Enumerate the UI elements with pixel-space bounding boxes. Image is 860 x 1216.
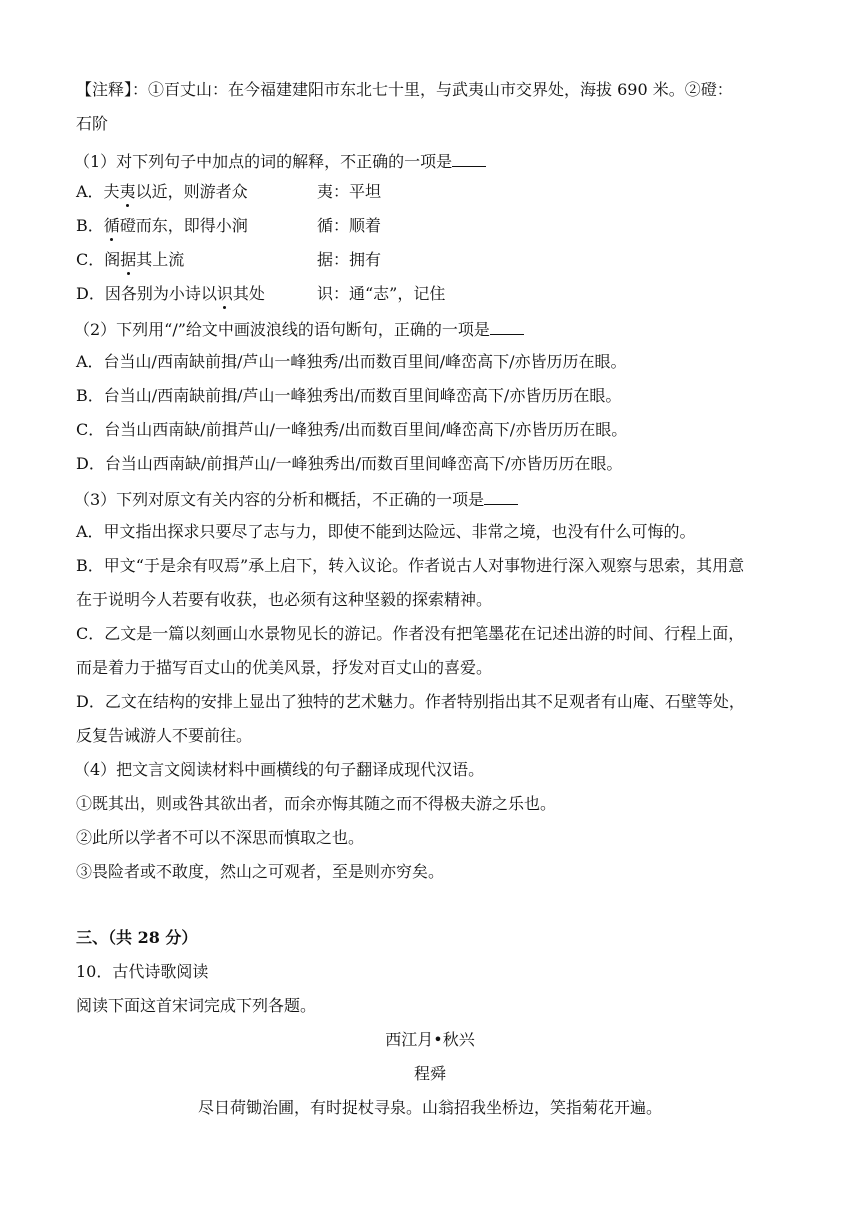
q1-option-b — [76, 216, 382, 236]
dotted-word: 循 — [103, 216, 120, 235]
option-explanation: 据：拥有 — [317, 250, 382, 269]
q3-line-4: C．乙文是一篇以刻画山水景物见长的游记。作者没有把笔墨花在记述出游的时间、行程上面， — [76, 624, 745, 643]
q2-option-a: A．台当山/西南缺前揖/芦山一峰独秀/出而数百里间/峰峦高下/亦皆历历在眼。 — [76, 352, 627, 371]
note-line-2: 石阶 — [76, 114, 109, 133]
q4-prompt: （4）把文言文阅读材料中画横线的句子翻译成现代汉语。 — [74, 760, 485, 779]
q2-prompt-text: （2）下列用“/”给文中画波浪线的语句断句，正确的一项是 — [74, 320, 490, 339]
option-text: A．夫 — [76, 182, 120, 201]
dotted-word: 识 — [216, 284, 233, 303]
q3-prompt — [74, 488, 518, 510]
answer-blank — [484, 488, 518, 505]
q3-line-1: A．甲文指出探求只要尽了志与力，即使不能到达险远、非常之境，也没有什么可悔的。 — [76, 522, 696, 541]
option-text: B． — [76, 216, 104, 235]
q1-option-a — [76, 182, 382, 202]
option-text: 其处 — [232, 284, 265, 303]
q2-prompt — [74, 318, 524, 340]
q1-option-c — [76, 250, 382, 270]
instruction-text: 阅读下面这首宋词完成下列各题。 — [76, 996, 317, 1015]
q1-prompt — [74, 150, 486, 172]
q4-line-3: ③畏险者或不敢度，然山之可观者，至是则亦穷矣。 — [76, 862, 445, 881]
question-10-title: 10．古代诗歌阅读 — [76, 962, 209, 981]
q2-option-d: D．台当山西南缺/前揖芦山/一峰独秀出/而数百里间峰峦高下/亦皆历历在眼。 — [76, 454, 623, 473]
q2-option-b: B．台当山/西南缺前揖/芦山一峰独秀出/而数百里间峰峦高下/亦皆历历在眼。 — [76, 386, 622, 405]
option-text: D．因各别为小诗以 — [76, 284, 217, 303]
q4-line-1: ①既其出，则或咎其欲出者，而余亦悔其随之而不得极夫游之乐也。 — [76, 794, 557, 813]
option-text: 以近，则游者众 — [135, 182, 248, 201]
q3-line-6: D．乙文在结构的安排上显出了独特的艺术魅力。作者特别指出其不足观者有山庵、石壁等处， — [76, 692, 745, 711]
q1-option-d — [76, 284, 446, 304]
q3-line-5: 而是着力于描写百丈山的优美风景，抒发对百丈山的喜爱。 — [76, 658, 493, 677]
option-text: 其上流 — [136, 250, 185, 269]
option-text: C．阁 — [76, 250, 121, 269]
q4-line-2: ②此所以学者不可以不深思而慎取之也。 — [76, 828, 365, 847]
q3-line-7: 反复告诫游人不要前往。 — [76, 726, 253, 745]
option-explanation: 识：通“志”，记住 — [317, 284, 446, 303]
answer-blank — [452, 150, 486, 167]
section-heading: 三、（共 28 分） — [76, 928, 198, 947]
q3-prompt-text: （3）下列对原文有关内容的分析和概括，不正确的一项是 — [74, 490, 485, 509]
answer-blank — [490, 318, 524, 335]
q3-line-3: 在于说明今人若要有收获，也必须有这种坚毅的探索精神。 — [76, 590, 493, 609]
dotted-word: 夷 — [119, 182, 136, 201]
q1-prompt-text: （1）对下列句子中加点的词的解释，不正确的一项是 — [74, 152, 453, 171]
option-text: 磴而东，即得小涧 — [119, 216, 248, 235]
note-line-1: 【注释】：①百丈山：在今福建建阳市东北七十里，与武夷山市交界处，海拔 690 米。②磴： — [76, 80, 733, 99]
dotted-word: 据 — [120, 250, 137, 269]
option-explanation: 循：顺着 — [317, 216, 382, 235]
q2-option-c: C．台当山西南缺/前揖芦山/一峰独秀/出而数百里间/峰峦高下/亦皆历历在眼。 — [76, 420, 628, 439]
option-explanation: 夷：平坦 — [317, 182, 382, 201]
poem-line-1: 尽日荷锄治圃，有时捉杖寻泉。山翁招我坐桥边，笑指菊花开遍。 — [197, 1098, 662, 1117]
poem-title: 西江月•秋兴 — [385, 1030, 475, 1049]
poem-author: 程舜 — [413, 1064, 446, 1083]
q3-line-2: B．甲文“于是余有叹焉”承上启下，转入议论。作者说古人对事物进行深入观察与思索，其用意 — [76, 556, 745, 575]
